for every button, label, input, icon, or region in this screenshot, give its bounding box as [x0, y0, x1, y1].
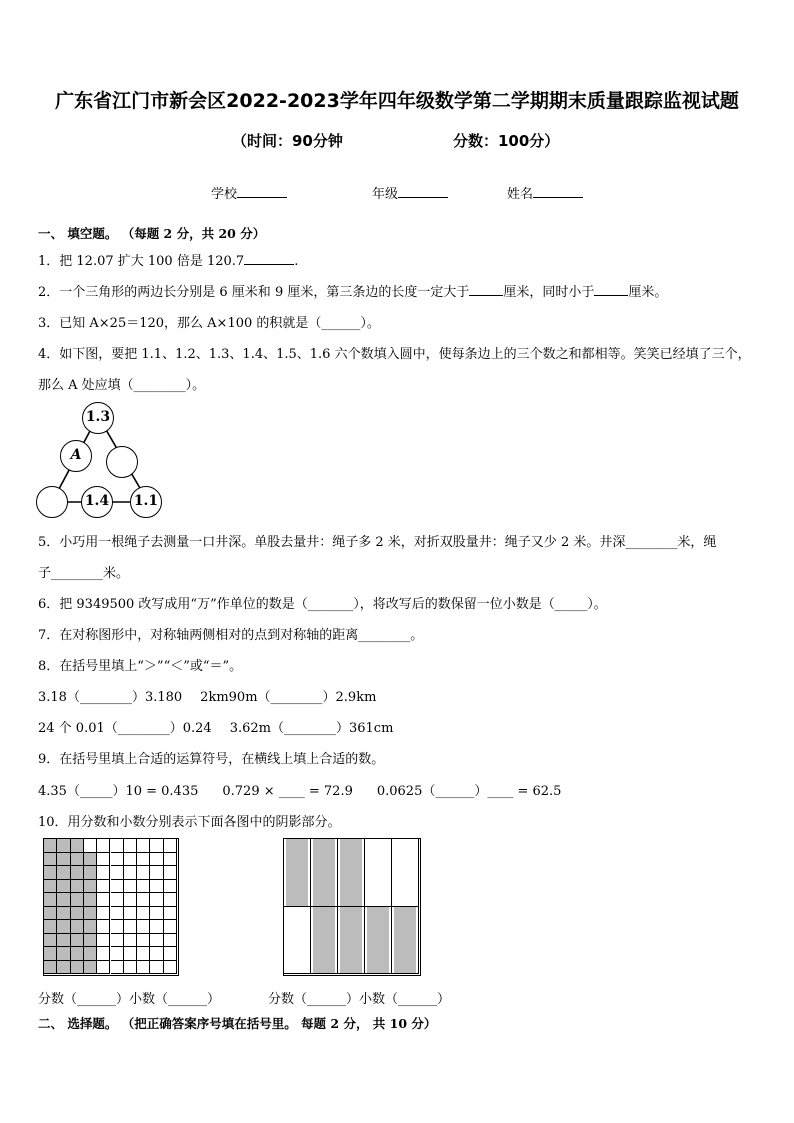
part-cell	[365, 907, 392, 975]
grade-field	[372, 183, 448, 202]
grid-cell	[164, 961, 177, 975]
grid-cell	[57, 893, 70, 907]
grid-cell	[124, 839, 137, 853]
q8-item-4: 3.62m（________）361cm	[229, 721, 394, 736]
grid-cell	[150, 880, 163, 894]
figure-b-answer: 分数（______）小数（______）	[268, 992, 451, 1007]
grid-cell	[97, 920, 110, 934]
ten-part-figure	[283, 838, 421, 976]
grid-cell	[137, 961, 150, 975]
grid-cell	[150, 961, 163, 975]
grid-cell	[57, 920, 70, 934]
grid-cell	[150, 947, 163, 961]
time-limit: （时间：90分钟	[232, 132, 343, 150]
q2-blank-1[interactable]	[469, 295, 503, 296]
grid-cell	[164, 920, 177, 934]
question-1	[38, 250, 298, 269]
circle-empty-bottom-left	[36, 486, 68, 518]
part-cell	[365, 839, 392, 907]
q9-item-3: 0.0625（______）____ = 62.5	[376, 784, 562, 799]
grid-cell	[71, 866, 84, 880]
q8-item-3: 24 个 0.01（________）0.24	[38, 721, 212, 736]
part-cell	[392, 839, 419, 907]
grid-cell	[124, 853, 137, 867]
circle-a: A	[60, 440, 92, 472]
section-1-heading: 一、 填空题。 （每题 2 分，共 20 分）	[38, 226, 266, 241]
grid-cell	[124, 934, 137, 948]
grid-cell	[97, 893, 110, 907]
grid-cell	[57, 961, 70, 975]
grid-cell	[137, 853, 150, 867]
question-4-line-1: 4．如下图，要把 1.1、1.2、1.3、1.4、1.5、1.6 六个数填入圆中，使每条边上的三个数之和都相等。笑笑已经填了三个，	[38, 347, 751, 362]
grid-cell	[71, 947, 84, 961]
grid-cell	[97, 853, 110, 867]
question-8-row-2	[38, 717, 393, 736]
figure-a-answer: 分数（______）小数（______）	[38, 992, 221, 1007]
grid-cell	[97, 907, 110, 921]
grid-cell	[44, 866, 57, 880]
grid-cell	[44, 920, 57, 934]
grid-cell	[137, 920, 150, 934]
name-field	[507, 183, 583, 202]
q8-item-2: 2km90m（________）2.9km	[200, 690, 377, 705]
grid-cell	[111, 839, 124, 853]
grid-cell	[124, 893, 137, 907]
grid-cell	[57, 934, 70, 948]
circle-empty-right	[106, 446, 138, 478]
question-9-row	[38, 780, 561, 799]
grid-cell	[137, 839, 150, 853]
grid-cell	[84, 947, 97, 961]
grid-cell	[111, 947, 124, 961]
grid-cell	[84, 934, 97, 948]
grid-cell	[71, 853, 84, 867]
question-5-line-2: 子________米。	[38, 566, 130, 581]
q2-text-c: 厘米。	[628, 285, 668, 300]
grid-cell	[71, 839, 84, 853]
question-7: 7．在对称图形中，对称轴两侧相对的点到对称轴的距离________。	[38, 628, 424, 643]
grid-cell	[124, 866, 137, 880]
grid-cell	[124, 920, 137, 934]
question-4-line-2: 那么 A 处应填（________）。	[38, 378, 206, 393]
grid-cell	[164, 880, 177, 894]
grid-cell	[57, 947, 70, 961]
circle-bottom-right: 1.1	[130, 486, 162, 518]
part-cell	[338, 839, 365, 907]
grid-cell	[150, 907, 163, 921]
grid-cell	[57, 907, 70, 921]
grid-cell	[71, 893, 84, 907]
q9-item-1: 4.35（_____）10 = 0.435	[38, 784, 199, 799]
grid-cell	[111, 853, 124, 867]
grid-cell	[57, 866, 70, 880]
grid-cell	[84, 893, 97, 907]
grid-cell	[97, 866, 110, 880]
grid-cell	[84, 839, 97, 853]
q9-item-2: 0.729 × ____ = 72.9	[222, 784, 353, 799]
grid-cell	[164, 866, 177, 880]
question-8-row-1	[38, 686, 376, 705]
triangle-figure	[36, 402, 166, 520]
grid-cell	[84, 920, 97, 934]
grid-cell	[44, 853, 57, 867]
grid-cell	[57, 853, 70, 867]
q1-end: .	[294, 254, 299, 269]
grid-cell	[44, 893, 57, 907]
question-2	[38, 281, 667, 300]
grid-cell	[137, 907, 150, 921]
grid-cell	[97, 961, 110, 975]
grid-cell	[111, 866, 124, 880]
grid-cell	[71, 961, 84, 975]
circle-top: 1.3	[82, 402, 114, 434]
grid-cell	[137, 866, 150, 880]
grid-cell	[84, 853, 97, 867]
grid-cell	[111, 880, 124, 894]
grid-cell	[137, 934, 150, 948]
grid-cell	[150, 920, 163, 934]
grid-cell	[71, 920, 84, 934]
question-5-line-1: 5．小巧用一根绳子去测量一口井深。单股去量井：绳子多 2 米，对折双股量井：绳子又少 2 米。井深________米，绳	[38, 535, 717, 550]
grid-cell	[57, 839, 70, 853]
grid-cell	[164, 947, 177, 961]
q2-text-b: 厘米，同时小于	[503, 285, 595, 300]
grid-cell	[44, 961, 57, 975]
exam-title: 广东省江门市新会区2022-2023学年四年级数学第二学期期末质量跟踪监视试题	[55, 90, 739, 112]
q1-text: 1．把 12.07 扩大 100 倍是 120.7	[38, 254, 245, 269]
question-9: 9．在括号里填上合适的运算符号，在横线上填上合适的数。	[38, 752, 385, 767]
q2-text-a: 2．一个三角形的两边长分别是 6 厘米和 9 厘米，第三条边的长度一定大于	[38, 285, 470, 300]
total-score: 分数：100分）	[453, 132, 560, 150]
grid-cell	[137, 880, 150, 894]
grid-cell	[44, 934, 57, 948]
grid-cell	[84, 907, 97, 921]
grid-cell	[150, 934, 163, 948]
grid-cell	[111, 961, 124, 975]
grid-cell	[150, 839, 163, 853]
grid-cell	[124, 947, 137, 961]
hundred-grid-figure	[43, 838, 179, 976]
name-blank[interactable]	[533, 197, 583, 198]
grid-cell	[124, 961, 137, 975]
grid-cell	[97, 880, 110, 894]
grid-cell	[150, 853, 163, 867]
grid-cell	[150, 893, 163, 907]
grid-cell	[111, 893, 124, 907]
grid-cell	[84, 880, 97, 894]
part-cell	[392, 907, 419, 975]
grid-cell	[84, 961, 97, 975]
grid-cell	[71, 907, 84, 921]
grid-cell	[137, 947, 150, 961]
question-6: 6．把 9349500 改写成用“万”作单位的数是（_______），将改写后的数保留一位小数是（_____）。	[38, 597, 607, 612]
grid-cell	[111, 920, 124, 934]
grid-cell	[97, 934, 110, 948]
grid-cell	[111, 907, 124, 921]
grid-cell	[164, 839, 177, 853]
section-2-heading: 二、 选择题。 （把正确答案序号填在括号里。 每题 2 分， 共 10 分）	[38, 1016, 437, 1031]
grid-cell	[71, 934, 84, 948]
question-10: 10．用分数和小数分别表示下面各图中的阴影部分。	[38, 815, 341, 830]
grid-cell	[111, 934, 124, 948]
q2-blank-2[interactable]	[594, 295, 628, 296]
part-cell	[284, 907, 311, 975]
grid-cell	[137, 893, 150, 907]
school-field	[211, 183, 287, 202]
part-cell	[311, 839, 338, 907]
grid-cell	[164, 893, 177, 907]
grid-cell	[124, 907, 137, 921]
grid-cell	[164, 907, 177, 921]
question-8: 8．在括号里填上“＞”“＜”或“＝”。	[38, 659, 243, 674]
grid-cell	[97, 947, 110, 961]
q1-blank[interactable]	[244, 264, 294, 265]
grid-cell	[84, 866, 97, 880]
grid-cell	[164, 934, 177, 948]
grid-cell	[44, 880, 57, 894]
part-cell	[338, 907, 365, 975]
grade-label: 年级	[372, 187, 399, 202]
school-label: 学校	[211, 187, 238, 202]
question-3: 3．已知 A×25＝120，那么 A×100 的积就是（______）。	[38, 316, 380, 331]
grid-cell	[164, 853, 177, 867]
grid-cell	[150, 866, 163, 880]
grid-cell	[44, 907, 57, 921]
school-blank[interactable]	[237, 197, 287, 198]
circle-bottom-mid: 1.4	[81, 486, 113, 518]
grid-cell	[44, 947, 57, 961]
grid-cell	[97, 839, 110, 853]
part-cell	[311, 907, 338, 975]
grid-cell	[44, 839, 57, 853]
name-label: 姓名	[507, 187, 534, 202]
q8-item-1: 3.18（________）3.180	[38, 690, 183, 705]
grid-cell	[57, 880, 70, 894]
grid-cell	[124, 880, 137, 894]
grid-cell	[71, 880, 84, 894]
grade-blank[interactable]	[398, 197, 448, 198]
part-cell	[284, 839, 311, 907]
